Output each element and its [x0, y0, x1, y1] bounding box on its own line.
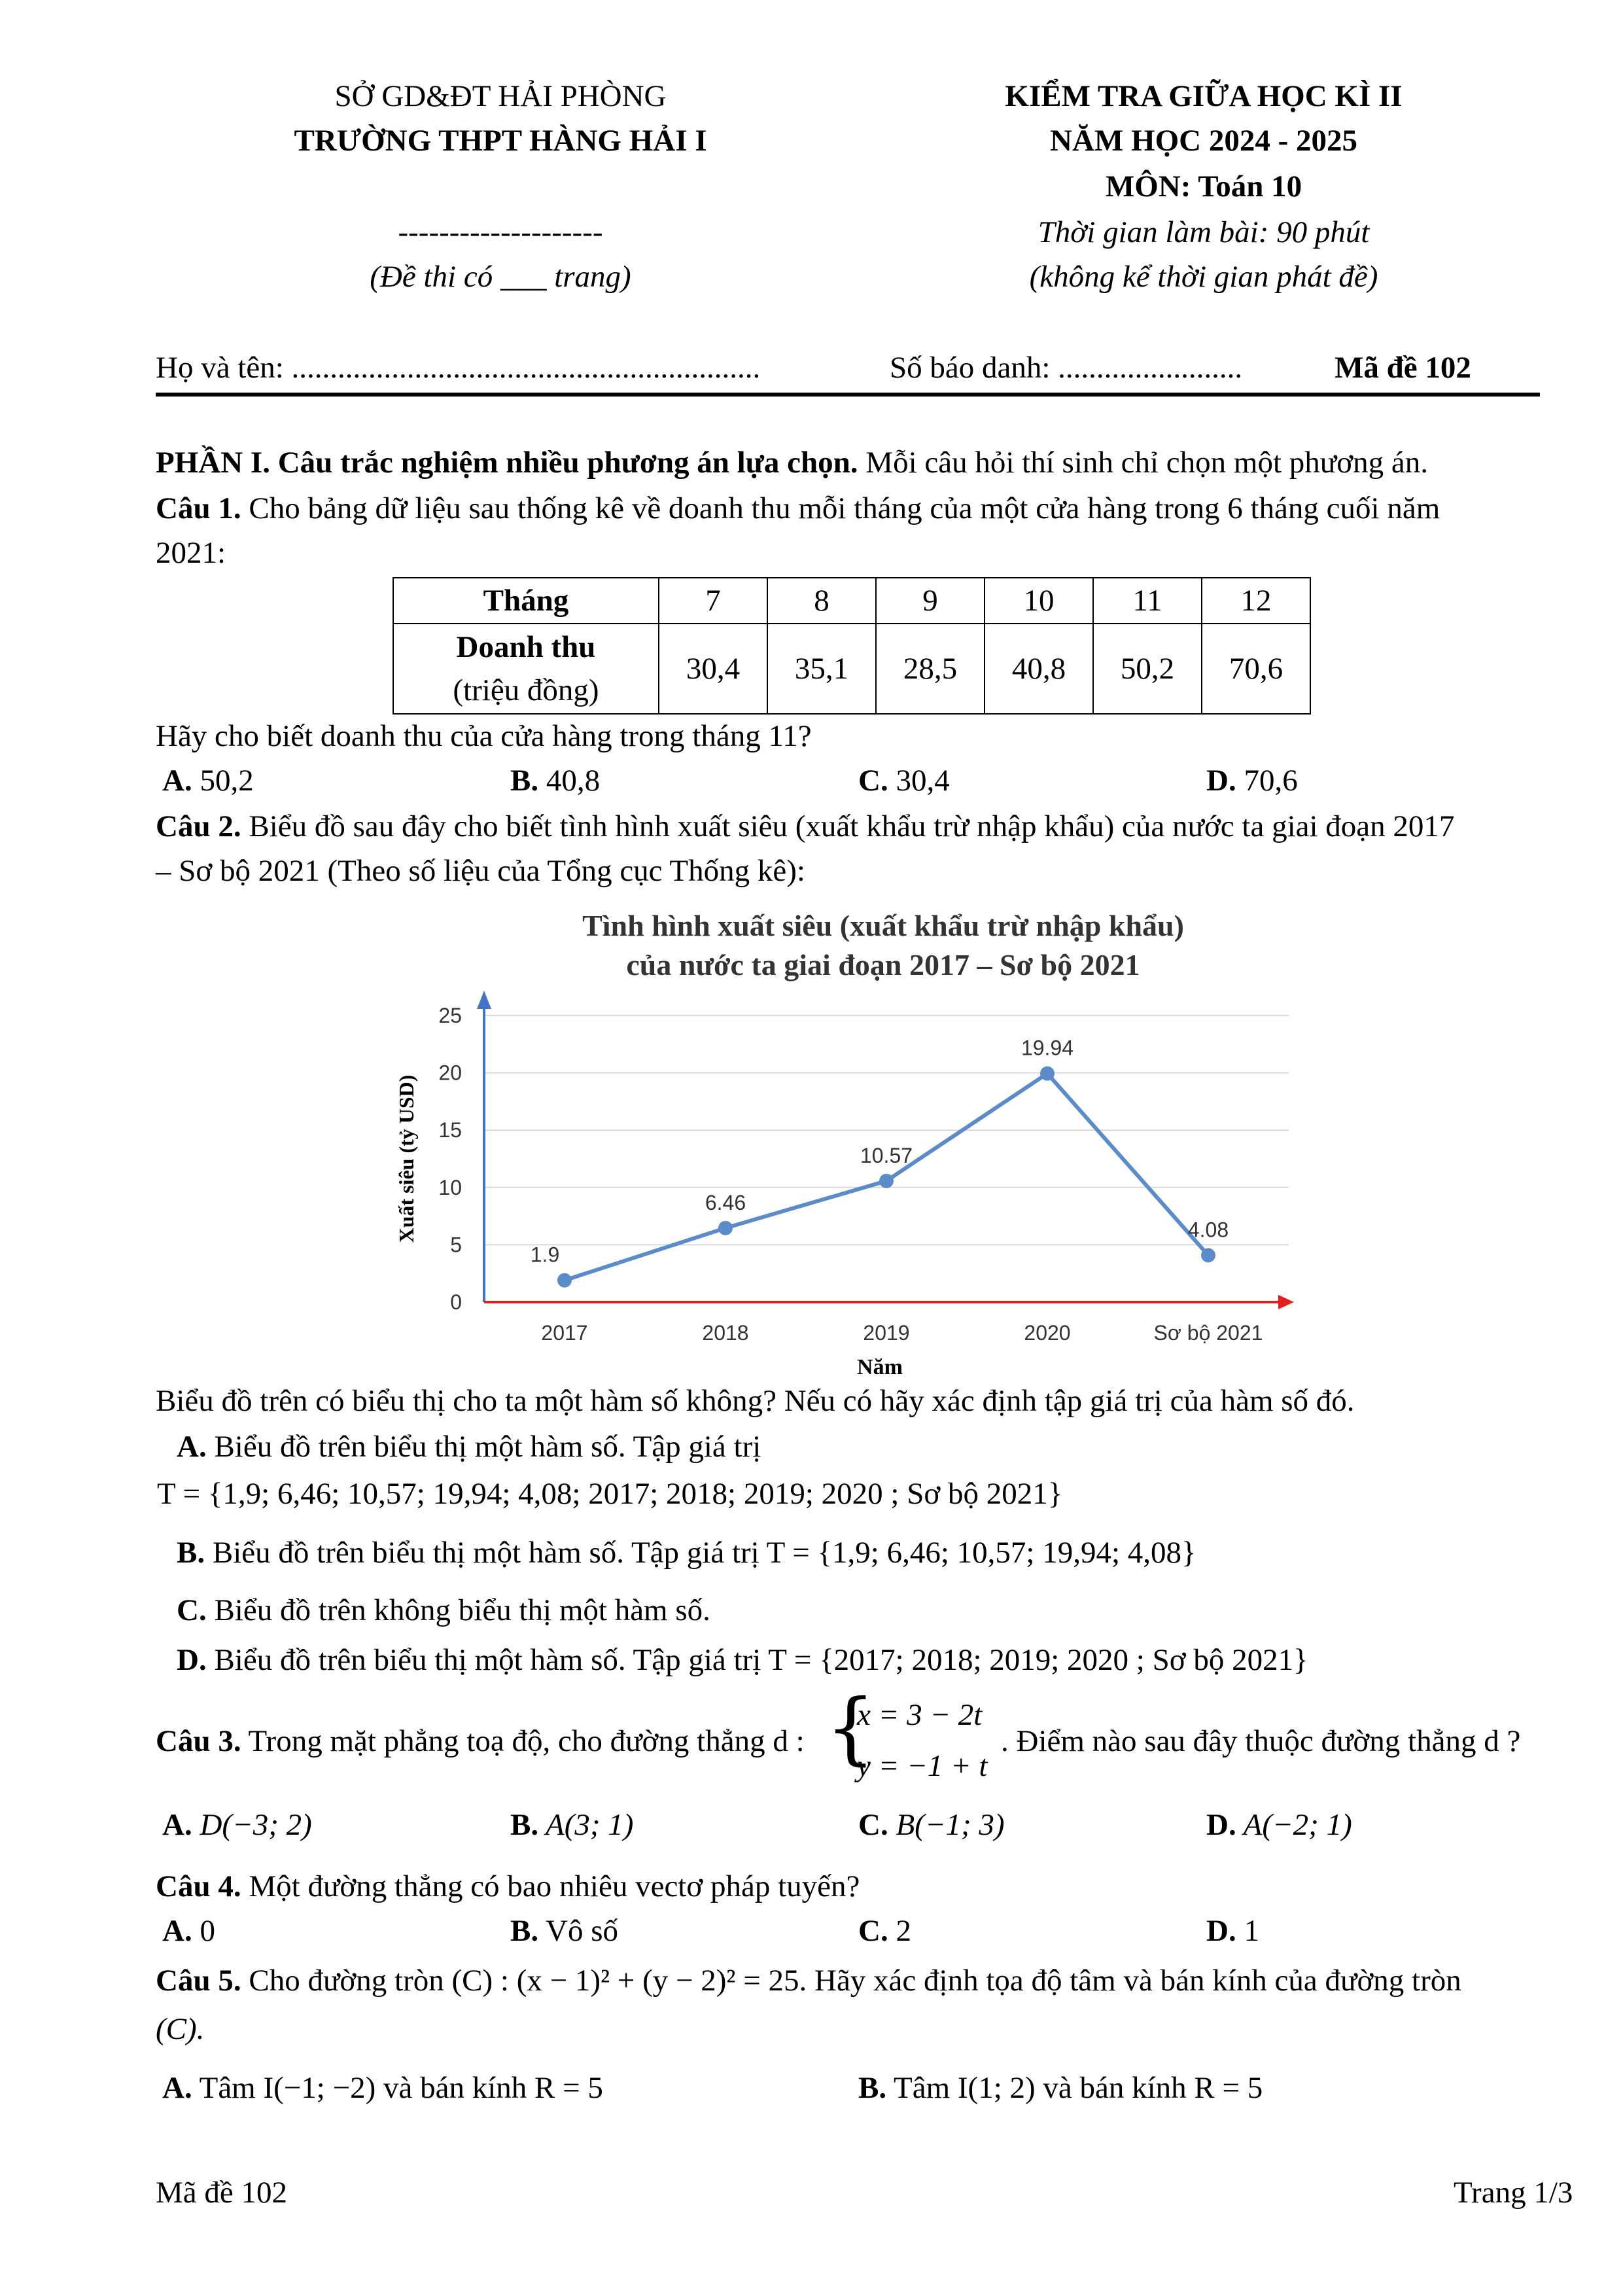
data-label: 19.94: [1021, 1036, 1074, 1060]
table-cell: 28,5: [876, 624, 985, 714]
department-name: SỞ GD&ĐT HẢI PHÒNG: [334, 79, 667, 113]
y-tick-label: 15: [438, 1118, 462, 1142]
option-text: A(3; 1): [538, 1808, 634, 1842]
x-tick-labels: [541, 1321, 1263, 1345]
option-text: Tâm I(1; 2) và bán kính R = 5: [886, 2071, 1263, 2105]
revenue-header-line1: Doanh thu: [456, 630, 596, 664]
x-tick-label: 2018: [702, 1321, 749, 1345]
q3-text-main: Trong mặt phẳng toạ độ, cho đường thẳng d :: [241, 1724, 805, 1758]
system-eq2: y = −1 + t: [857, 1749, 988, 1783]
part1-heading: [156, 445, 1428, 480]
q4-option-b[interactable]: [510, 1913, 618, 1949]
page-number: Trang 1/3: [1454, 2176, 1573, 2210]
table-cell: 8: [767, 578, 876, 624]
option-text: D(−3; 2): [192, 1808, 312, 1842]
data-point: [557, 1273, 572, 1288]
data-point: [718, 1221, 733, 1235]
option-letter: D.: [1206, 764, 1236, 798]
chart-title-line2: của nước ta giai đoạn 2017 – Sơ bộ 2021: [626, 948, 1140, 981]
subject: MÔN: Toán 10: [1105, 169, 1302, 203]
option-letter: D.: [1206, 1808, 1236, 1842]
part1-title: PHẦN I. Câu trắc nghiệm nhiều phương án lựa chọn.: [156, 446, 858, 480]
chart-title-line1: Tình hình xuất siêu (xuất khẩu trừ nhập khẩu): [582, 909, 1184, 942]
option-text: 30,4: [888, 764, 950, 798]
q1-option-a[interactable]: [162, 763, 254, 798]
table-cell: 12: [1202, 578, 1310, 624]
option-letter: D.: [177, 1643, 207, 1677]
data-point: [879, 1174, 894, 1188]
table-cell: 9: [876, 578, 985, 624]
y-axis-label: Xuất siêu (tỷ USD): [394, 1074, 418, 1243]
data-label: 10.57: [860, 1143, 913, 1167]
table-header-month: Tháng: [393, 578, 659, 624]
q2-label: Câu 2.: [156, 809, 241, 843]
q2-option-c[interactable]: [177, 1593, 710, 1628]
option-text: A(−2; 1): [1236, 1808, 1352, 1842]
table-cell: 11: [1093, 578, 1202, 624]
y-axis-arrow: [477, 991, 491, 1009]
q1-text: [156, 491, 1440, 526]
y-tick-label: 25: [438, 1004, 462, 1027]
q3-option-c[interactable]: [858, 1807, 1005, 1843]
option-text: Tâm I(−1; −2) và bán kính R = 5: [192, 2071, 603, 2105]
header-divider: [156, 393, 1540, 397]
q5-option-b[interactable]: [858, 2070, 1263, 2106]
q3-label: Câu 3.: [156, 1724, 241, 1758]
data-label: 4.08: [1187, 1218, 1229, 1242]
x-tick-label: 2017: [541, 1321, 588, 1345]
q4-text-main: Một đường thẳng có bao nhiêu vectơ pháp tuyến?: [241, 1869, 860, 1903]
data-point: [1201, 1248, 1215, 1263]
q2-option-a-set: T = {1,9; 6,46; 10,57; 19,94; 4,08; 2017; 2018; 2019; 2020 ; Sơ bộ 2021}: [157, 1477, 1063, 1511]
school-year: NĂM HỌC 2024 - 2025: [1050, 124, 1357, 158]
q2-option-a[interactable]: [177, 1429, 761, 1464]
export-surplus-chart: [379, 896, 1295, 1394]
q4-option-c[interactable]: [858, 1913, 911, 1949]
option-text: 2: [888, 1914, 911, 1948]
table-cell: 7: [659, 578, 767, 624]
option-text: 40,8: [538, 764, 601, 798]
option-text: Vô số: [538, 1914, 618, 1948]
q1-option-b[interactable]: [510, 763, 600, 798]
table-header-revenue: [393, 624, 659, 714]
q2-option-d[interactable]: [177, 1642, 1308, 1678]
name-field-label: Họ và tên: .............................................................: [156, 351, 761, 385]
option-letter: A.: [162, 764, 192, 798]
option-text: 1: [1236, 1914, 1259, 1948]
option-text: B(−1; 3): [888, 1808, 1005, 1842]
option-letter: B.: [510, 764, 539, 798]
option-letter: A.: [162, 1808, 192, 1842]
q4-option-a[interactable]: [162, 1913, 215, 1949]
option-letter: B.: [510, 1808, 539, 1842]
data-label: 6.46: [705, 1190, 746, 1214]
part1-instruction: Mỗi câu hỏi thí sinh chỉ chọn một phương án.: [858, 446, 1428, 480]
school-name: TRƯỜNG THPT HÀNG HẢI I: [294, 124, 707, 158]
q2-text-line1: Biểu đồ sau đây cho biết tình hình xuất siêu (xuất khẩu trừ nhập khẩu) của nước ta giai đoạn 2017: [241, 809, 1455, 843]
option-letter: C.: [858, 764, 888, 798]
student-id-label: Số báo danh: ........................: [890, 351, 1243, 385]
q1-text-line1: Cho bảng dữ liệu sau thống kê về doanh thu mỗi tháng của một cửa hàng trong 6 tháng cuối năm: [241, 491, 1440, 525]
q1-label: Câu 1.: [156, 491, 241, 525]
option-letter: A.: [162, 1914, 192, 1948]
data-point: [1040, 1067, 1055, 1081]
q3-option-b[interactable]: [510, 1807, 633, 1843]
option-letter: C.: [858, 1914, 888, 1948]
duration: Thời gian làm bài: 90 phút: [1038, 215, 1370, 249]
q4-label: Câu 4.: [156, 1869, 241, 1903]
q4-option-d[interactable]: [1206, 1913, 1259, 1949]
y-tick-label: 10: [438, 1175, 462, 1199]
option-letter: B.: [510, 1914, 539, 1948]
q1-text-line2: 2021:: [156, 536, 226, 570]
exam-code: Mã đề 102: [1335, 351, 1471, 385]
option-letter: A.: [162, 2071, 192, 2105]
duration-note: (không kể thời gian phát đề): [1029, 260, 1378, 294]
option-letter: B.: [858, 2071, 887, 2105]
option-letter: B.: [177, 1536, 205, 1570]
q2-question: Biểu đồ trên có biểu thị cho ta một hàm số không? Nếu có hãy xác định tập giá trị của hàm số đó.: [156, 1384, 1355, 1418]
system-eq1: x = 3 − 2t: [857, 1698, 983, 1732]
table-row: [393, 578, 1310, 624]
q2-text-line2: – Sơ bộ 2021 (Theo số liệu của Tổng cục Thống kê):: [156, 854, 805, 888]
data-labels: [531, 1036, 1229, 1267]
revenue-header-line2: (triệu đồng): [453, 673, 599, 707]
q5-text-line2: (C).: [156, 2012, 205, 2046]
q1-question: Hãy cho biết doanh thu của cửa hàng trong tháng 11?: [156, 719, 812, 753]
y-tick-label: 5: [450, 1233, 462, 1257]
option-text: 0: [192, 1914, 215, 1948]
table-cell: 30,4: [659, 624, 767, 714]
q1-option-d[interactable]: [1206, 763, 1298, 798]
q3-option-a[interactable]: [162, 1807, 312, 1843]
table-row: [393, 624, 1310, 714]
x-tick-label: Sơ bộ 2021: [1153, 1321, 1263, 1345]
option-text: Biểu đồ trên biểu thị một hàm số. Tập giá trị T = {1,9; 6,46; 10,57; 19,94; 4,08}: [205, 1536, 1196, 1570]
x-tick-label: 2020: [1024, 1321, 1071, 1345]
table-cell: 70,6: [1202, 624, 1310, 714]
table-cell: 10: [985, 578, 1093, 624]
q5-label: Câu 5.: [156, 1964, 241, 1998]
x-axis-arrow: [1278, 1295, 1294, 1309]
option-letter: C.: [858, 1808, 888, 1842]
data-points: [557, 1067, 1215, 1288]
option-text: Biểu đồ trên biểu thị một hàm số. Tập giá trị T = {2017; 2018; 2019; 2020 ; Sơ bộ 2021}: [206, 1643, 1308, 1677]
system-brace: {: [826, 1683, 876, 1774]
x-tick-label: 2019: [863, 1321, 910, 1345]
table-cell: 40,8: [985, 624, 1093, 714]
q2-text: [156, 809, 1454, 844]
option-text: Biểu đồ trên biểu thị một hàm số. Tập giá trị: [206, 1430, 761, 1464]
q5-option-a[interactable]: [162, 2070, 603, 2106]
x-axis-label: Năm: [857, 1355, 903, 1379]
option-text: 50,2: [192, 764, 254, 798]
table-cell: 50,2: [1093, 624, 1202, 714]
q5-text-line1: Cho đường tròn (C) : (x − 1)² + (y − 2)² = 25. Hãy xác định tọa độ tâm và bán kính của đường tròn: [241, 1964, 1461, 1998]
pages-note: (Đề thi có ___ trang): [370, 260, 631, 294]
q3-text-after: . Điểm nào sau đây thuộc đường thẳng d ?: [1001, 1724, 1521, 1758]
q5-text: [156, 1963, 1461, 1998]
option-letter: A.: [177, 1430, 207, 1464]
q3-text: [156, 1723, 805, 1759]
y-tick-label: 20: [438, 1061, 462, 1085]
option-letter: D.: [1206, 1914, 1236, 1948]
q2-option-b[interactable]: [177, 1535, 1196, 1570]
data-label: 1.9: [530, 1243, 560, 1267]
q3-option-d[interactable]: [1206, 1807, 1352, 1843]
q4-text: [156, 1869, 860, 1904]
option-text: 70,6: [1236, 764, 1298, 798]
option-letter: C.: [177, 1593, 207, 1627]
table-cell: 35,1: [767, 624, 876, 714]
q1-option-c[interactable]: [858, 763, 950, 798]
option-text: Biểu đồ trên không biểu thị một hàm số.: [206, 1593, 710, 1627]
footer-code: Mã đề 102: [156, 2176, 288, 2210]
y-tick-labels: [438, 1004, 462, 1314]
revenue-table: [393, 577, 1311, 715]
exam-title: KIỂM TRA GIỮA HỌC KÌ II: [1005, 79, 1403, 113]
y-tick-label: 0: [450, 1290, 462, 1314]
header-dashes: --------------------: [398, 215, 603, 249]
